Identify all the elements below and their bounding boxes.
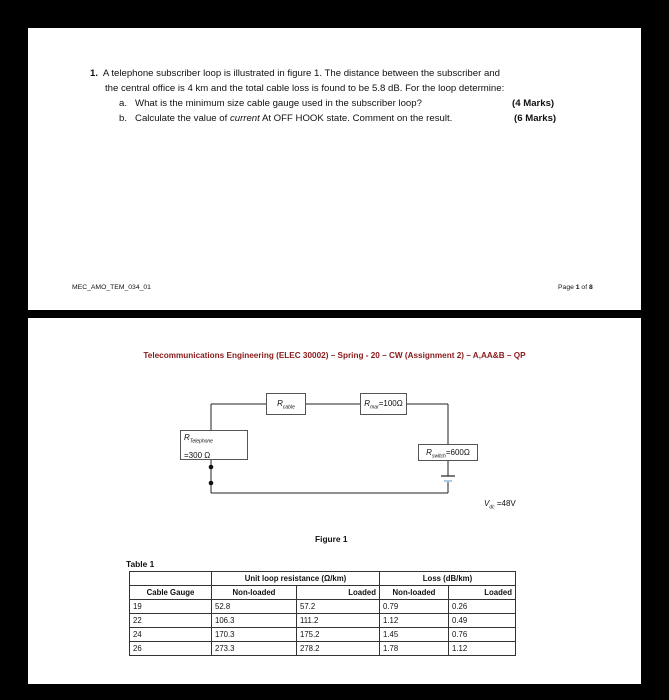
table-cell: 26 (130, 642, 212, 656)
battery-icon (441, 476, 455, 481)
table-cell: 175.2 (297, 628, 380, 642)
table-header-row-2 (130, 586, 516, 600)
question-number: 1. (90, 68, 99, 79)
r-mar-value: =100Ω (378, 399, 403, 408)
table-cell: 0.49 (449, 614, 516, 628)
table-cell: 19 (130, 600, 212, 614)
table-header-nonloaded-2: Non-loaded (380, 586, 449, 600)
terminal-dot-bottom (209, 481, 214, 486)
r-switch-box (418, 444, 478, 461)
table-caption: Table 1 (126, 559, 155, 569)
table-cell: 0.26 (449, 600, 516, 614)
part-b-text-1: Calculate the value of (135, 113, 230, 124)
table-cell: 1.12 (380, 614, 449, 628)
table-cell: 57.2 (297, 600, 380, 614)
page-header: Telecommunications Engineering (ELEC 30002) – Spring - 20 – CW (Assignment 2) – A,AA&B – QP (143, 351, 526, 360)
table-header-empty (130, 572, 212, 586)
table-cell: 111.2 (297, 614, 380, 628)
footer-page-mid: of (579, 284, 589, 291)
v-dc-label (484, 499, 516, 511)
figure-caption: Figure 1 (315, 534, 348, 544)
footer-page-num: 1 (575, 284, 580, 291)
table-cell: 273.3 (212, 642, 297, 656)
table-header-nonloaded-1: Non-loaded (212, 586, 297, 600)
r-cable-sub: cable (282, 404, 295, 411)
footer-page-total: 8 (589, 284, 593, 291)
r-telephone-box (180, 430, 248, 460)
v-dc-sub: dc (489, 504, 495, 511)
r-switch-symbol: R (426, 448, 432, 457)
table-cell: 22 (130, 614, 212, 628)
table-cell: 1.45 (380, 628, 449, 642)
r-mar-sub: mar (370, 404, 379, 411)
table-row (130, 628, 516, 642)
table-row (130, 600, 516, 614)
v-dc-symbol: V (484, 499, 490, 508)
table-cell: 1.78 (380, 642, 449, 656)
r-cable-symbol: R (277, 399, 283, 408)
table-cell: 278.2 (297, 642, 380, 656)
table-row (130, 642, 516, 656)
r-mar-symbol: R (364, 399, 371, 408)
question-text-1: A telephone subscriber loop is illustrated in figure 1. The distance between the subscriber and (102, 68, 500, 79)
footer-page (558, 284, 593, 291)
part-b-marks: (6 Marks) (514, 113, 557, 124)
footer-code: MEC_AMO_TEM_034_01 (72, 284, 151, 291)
table-header-loss: Loss (dB/km) (380, 572, 516, 586)
r-cable-box (266, 393, 306, 415)
r-telephone-symbol: R (184, 433, 190, 442)
part-a-marks: (4 Marks) (512, 98, 555, 109)
r-mar-box (360, 393, 407, 415)
part-b-text-2: At OFF HOOK state. Comment on the result. (259, 113, 453, 124)
table-cell: 170.3 (212, 628, 297, 642)
table-header-unit: Unit loop resistance (Ω/km) (212, 572, 380, 586)
question-text-2: the central office is 4 km and the total cable loss is found to be 5.8 dB. For the loop determine: (105, 83, 505, 94)
part-b-text-italic: current (229, 113, 260, 124)
table-cell: 52.8 (212, 600, 297, 614)
r-switch-sub: switch (431, 453, 446, 460)
table-header-loaded-1: Loaded (297, 586, 380, 600)
table-cell: 24 (130, 628, 212, 642)
page-2 (28, 318, 641, 684)
table-header-row-1 (130, 572, 516, 586)
table-cell: 106.3 (212, 614, 297, 628)
part-b-label: b. (119, 113, 128, 124)
footer-page-prefix: Page (558, 284, 576, 291)
page-1 (28, 28, 641, 310)
part-a-label: a. (119, 98, 128, 109)
table-header-gauge: Cable Gauge (130, 586, 212, 600)
r-telephone-value: =300 Ω (184, 450, 211, 460)
r-telephone-sub: Telephone (189, 438, 213, 445)
r-switch-value: =600Ω (445, 448, 470, 457)
table-cell: 1.12 (449, 642, 516, 656)
table-cell: 0.76 (449, 628, 516, 642)
part-a-text: What is the minimum size cable gauge used in the subscriber loop? (135, 98, 422, 109)
table-header-loaded-2: Loaded (449, 586, 516, 600)
question-line-1 (90, 66, 500, 81)
part-a (119, 96, 422, 111)
v-dc-value: =48V (496, 499, 516, 508)
part-b (119, 111, 452, 126)
terminal-dot-top (209, 465, 214, 470)
table-row (130, 614, 516, 628)
cable-gauge-table (129, 571, 516, 656)
table-cell: 0.79 (380, 600, 449, 614)
